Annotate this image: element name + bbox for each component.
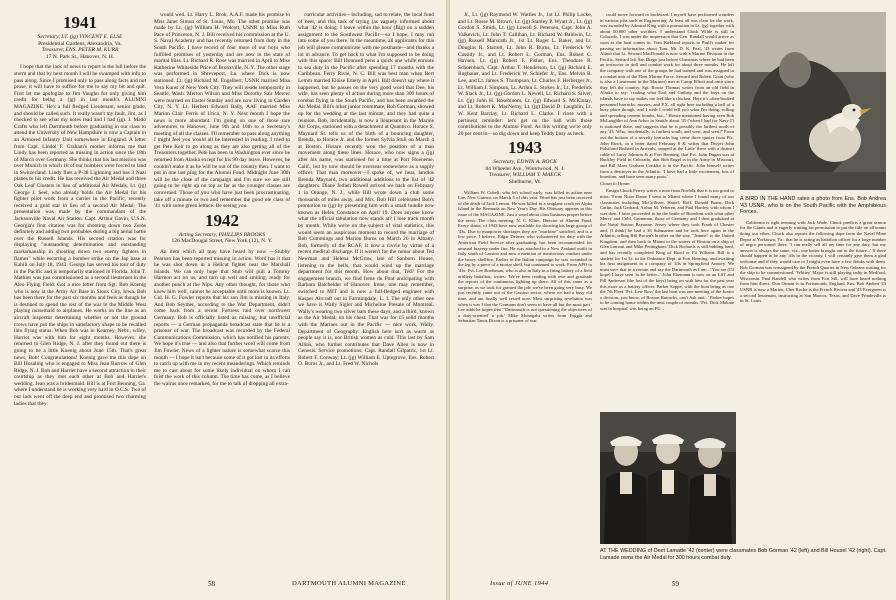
class-notes-1941: I hope that the lack of news to report is the lull before the storm and that by next month I will be swamped with info to pass along. Since I promised only to pass along facts and not prose, it will have to suffice for me to say my bit and quit. First let me apologize to Jim Vaughn for only giving him credit for being a (jg) in last month's ALUMNI MAGAZINE. He's a full fledged Lieutenant, senior grade, and should be called such. It really wasn't my fault, Jim, as I checked to see what my notes read and I had (jg). J. Mado Crafts who left Dartmouth before graduating in our class to attend the University of New Hampshire is now a Captain in an Armored Infantry Unit somewhere in England. A letter from Capt. Lindol F. Graham's mother informs me that Lindy has been reported as missing in action since the 18th of March over Germany. She thinks that his last mission was over Munich in which 18 of our bombers were forced to land in Switzerland. Lindy flies a P-38 Lightning and has 3 Nazi planes to his credit. He has received the Air Medal and three Oak Leaf Clusters in lieu of additional Air Medals. Lt. (jg) George J. Seel, who already holds the Air Medal for his fighter pilot work from a carrier in the Pacific, recently received a gold star in lieu of a second Air Medal. The presentation was made by the commandant of the Jacksonville Naval Air Station. Capt. Arthur Gavin, U.S.N. Georgia's first citation was for shooting down two Zeros definitely and adding two probables during a big aerial battle over the Russell Islands. His second citation was for displaying "outstanding determination and outstanding marksmanship in shooting down two enemy fighters in flames" while escorting a bomber strike on the Jap base at Kahili on July 18, 1943. George has served his tour of duty in the Pacific and is temporarily stationed in Florida. John T. Mathies was just commissioned as a second lieutenant in the Aleo Flying Field. Got a nice letter from Sgt. Bob Koenig who is now at the Army Air Base in Sioux City, Iowa. Bob has been there for the past six months and feels as though he is destined to spend the rest of the war in the Middle West playing nursemaid to airplanes. He works on the line as an aircraft inspector determining whether or not the ground crews have put the ships in satisfactory shape to be recalled into flying status. When Bob was in Kearney, Nebr., wifey, Harriet was with him for eight months. However, she returned to Glen Ridge, N. J. after they found out there is going to be a little Koenig about June 15th. That's great news, Bob! Congratulations! Koenig gave me this dope on Bill Hosaling who is engaged to Miss Jean Burrow of Glen Ridge, N. J. Bob and Harriet have a second attraction in their courtship as they met each other at Bob and Harriet's wedding. Jean was a bridesmaid. Bill is at Fort Benning, Ga. where I understand he is working very hard in O.C.S. Two of our lads went off the deep end and promised two charming ladies that they [14, 64, 146, 407]
class-treasurer-1943: Treasurer, WILLIAM T. MAECK [488, 172, 562, 179]
photo-wedding-image [600, 412, 736, 544]
photo-bird-in-hand [740, 12, 886, 190]
class-secretary: Secretary, LT. (jg) VINCENT E. ELSE [37, 34, 123, 40]
page-number-left: 58 [208, 580, 215, 588]
secretary-address-1943: 84 Wheeler Ave., Wrentwood, N. J. [485, 165, 565, 172]
class-secretary-1943: Secretary, EDWIN A. ROCK [493, 159, 557, 166]
column-1943-continued [600, 12, 734, 407]
year-heading-1942: 1942 [205, 210, 239, 230]
running-head-right: Issue of JUNE 1944 [490, 580, 549, 587]
treasurer-address: 17 N. Park St., Hanover, N. H. [45, 53, 115, 60]
column-1942-1943 [458, 12, 592, 572]
photo-bird-in-hand-image [740, 12, 886, 190]
treasurer-address-1943: Shelburne, Vt. [508, 179, 542, 186]
class-notes-1942-promotions: Jr., Lt. (jg) Raymond W. Wattles Jr., 1st Lt. Philip Locke, and Lt. Rosse M. Brown, Lt. (jg) Stanley P. Wyatt Jr., Lt. (jg) Gordon S. Smith, Lt. (jg) Lowell S. Petersen, Capt. John A. Valkevich, Lt. John T. Callihan, Lt. Richard W. Baldwin, Lt. (jg) Russell Marscath Jr., 1st Lt. Roger L. Baker, and Lt. Douglas R. Starrett, Lt. John R. Burns, Lt. Frederick W. Cassidy Jr., and Lt. Robert L. Gorman, Ens. Robert C. Havsen, Lt. (jg) Robert F. Fisher, Ens. Theodore R. Schoenbach, Capt. Arthur T. Henderson, Lt. (jg) Richard E. Rugbauer, and Lt. Frederick W. Schiefer Jr., Ens. Melvin R. Lee, and Lt. James S. Thompson, Lt. Charles F. Herberger Jr., Lt. William J. Simpson, Lt. Arthur L. Stokes Jr., Lt. Frederick W. Slack Jr., Lt. (jg) Gordon L. Newell, Lt. Richard S. Silver, Lt. (jg) John H. Rosebloom, Lt. (jg) Edward S. McKinlay, and Lt. Robert K. MacNerny, Lt. (jg) David D. Laughlin, Lt. W. Kent Barclay, Lt. Richard L. Clarke. I close with a pertinent reminder: let's get on the ball with those contributions to the Alumni Fund. As this writing we're only 20 per cent in—so dig down and keep Teddy busy as heck. [458, 12, 592, 137]
year-heading-1941: 1941 [63, 13, 97, 32]
running-head-left: DARTMOUTH ALUMNI MAGAZINE [292, 580, 406, 587]
page-number-right: 59 [672, 580, 679, 588]
photo-wedding [600, 412, 736, 544]
left-page [0, 0, 446, 600]
right-page [450, 0, 896, 600]
column-1942-continued [298, 12, 434, 572]
column-1941-1942 [154, 12, 290, 572]
class-notes-1943-right: California is right teeming with Jack Wade. Chuck predicts a great season for the Giants and is eagerly waiting for permission to put the title on all teams doing our vibes. Chuck also reports the following dope from the Naval Mine Depot at Yorktown, Va.: that he is acting as battalion officer for a large number of negro personnel there. 'I can really sell all my time for any duty, but my answer is always the same, viz., one better brought out in the future...' If there should happen to be any '43s in the vicinity, I will certainly give them a glad welcome and if they would care to I might even have a few drinks with them. Bob Gorman was reassigned by the French Quarter in New Orleans waiting for the ship to be commissioned. 'Whitey' Major is still playing radio in Medford, Wisconsin. Paul Randell who writes from Fort Sill, will have heard nothing from him direct. Don Orman is in Portsmouth, England, Ens. Bob Andrea '43 USNR is now a Marine, Chet Rocke is the French Riviera and '43 Evergreen is a second lieutenant, instructing at San Marcos, Texas, and Dave Prindeville is in St. Louis. [740, 219, 886, 304]
secretary-address: Presidential Gardens, Alexandria, Va. [38, 40, 122, 47]
class-notes-1943-continued: could move forward or backward. I myself have performed wonders in various jobs such as Engineering. At least all was clear for the work, was awarded by Admiral King with a promotion to Lt. (jg) together with about 50,000 other worthies. I understand Chick Wilde is still in Colorado. I was under the impression that Gen. Randall would arrive as soon as the boat comes in. Tom Kirkland reports to Prull's maker for passing on information about Tom. Mr. D. K. Peal, '43 writes from Altnor that Lt. Seward MacDonald is now with a Marine Division in the Pacific. Seward left San Diego just before Christmas where he had been an instructor in drill and combat work for about three months. He left the company with one of the groups he had trained and was assigned to a combat unit of the Fleet Marine Force. Seward and Robert Grant (who is also a Lieutenant in the Marines) met at Camp Elliott and once since they left the country. Sgt. Rowie Thomas writes from an old field in Alaska to say: 'reading what Ezal and Guthrip and the boys on the islands have to say makes me feel like a chicken. Here it's often-booked personnel barracks, movies, and P.X. all right here including a bell of a busy place though, and I wish I could tell you what I'm doing, rolling and spreading cement bombs, but...' Howie mentioned having seen Bob McLaughlin of Ann Arbor in Seattle about '45 ('when I had for Navy I') is stationed there, and suggests that he is possibly the farthest north of any '43. Who, incidentally, is furthest south, and west, and west?' From out the bottom of a novelty barracks bag come three quotes from Pfc. John Rinck, in a letter dated February 8 & writes that Dwyer John Pulsifond Bedsted in Arrivals, camped at the Little' there with a distinct cable of Larry Johnson & at Fort Benning, that Pvt. John Dugan was at Buckley Field in Colorado, that Bob Engel is in the Army in Missouri, and Bill Marx Graham Conklin is in the Pacific. John himself writes from a destroyer in the Atlantic: 'I have had a little excitement, lots of boredom, and have seen many ports.' [600, 12, 734, 180]
acting-secretary: Acting Secretary, PHILLIPS BROOKS [178, 231, 266, 238]
column-1941 [14, 12, 146, 572]
class-notes-1943: William W. Cubelt, who left school early, was killed in action near Lae, New Guinea, on March 5 of this year. Word has just been received of the death of Jack Lemon. He was killed in a seaplane crash on Alpha Island in the Bermuda on New Year's Day. His Obituary appears in this issue of the MAGAZINE. Just a word about class business proper before the news: The class meeting, N. C. Kline, Director of Alumni Fund, Every donor, of 1943 have now available for showing his large group of '43s. Due to manpower shortages they are "machine" satisfied, and is a low price, I believe. Edgar Deimer, who volunteered for duty with the American Field Service after graduating, has been recommended for unusual bravery under fire. He was attached to a New Zealand outfit in Italy south of Cassino and now a mention of meritorious conduct under the heavy shellfire. Earlier in the Italian campaign he was wounded in the leg by a piece of a mortar shell, but continued to work. From APO to '43s: Pvt. Lee Brodsman, who is also in Italy in a firing battery of a field artillery battalion, writes: 'We've been reading with awe and gratitude the reports of the continuous fighting up there. All of this came as a surprise, as we took for granted the job; we've been going very busy. We just recently came out of the Cassino sector, where we had a busy old time, and am finally well rested now. Most surprising revelation was when it was I that the Germans don't seem to have all but the most part.' Lee adds he hopes that '"Dartmouth is not questioning the objectives of a duty-oriented' a job.' Mike Monogahi writes from Foggia and Sebastian Tanos Dixon is a prisoner of war. [458, 189, 592, 324]
class-notes-1942: An item which all may have heard by now —Stubby Pearson has been reported missing in action. Word has it that he was shot down in a Hellcat fighter near the Marshall Islands. We can only hope that Stub will pull a Tommy Harmon act on us, and turn up well and smiling, ready for another punch at the Nips. Any other thought, for those who knew him well, cannot be acceptable until more is known. Lt. Col. H. G. Fowler reports that his son Jim is missing in Italy. And Bob Seymer, according to the War Department, didn't come back from a recent Fortress raid over northwest Germany. Bob is officially listed as missing, but unofficial reports — a German propaganda broadcast state that he is a prisoner of war. The broadcast was recorded by the Federal Communications Commission, which has notified his parents. We hope it's true — and also that further word will come from Jim Fowler. News of a lighter nature is somewhat scarce this month — I hope it isn't because some of it got lost in its efforts to catch up with me in my recent meanderings. Which reminds me to cast about for some likely individual on whom I can foist the work of this column. The time has come, as I believe the walrus once remarked, for me to talk of dropping all extra- [154, 249, 290, 387]
sub-heading-closer-to-home: Closer to Home: [600, 181, 631, 187]
column-1943-right [740, 196, 886, 566]
class-notes-1942-continued: curricular activities—including, sad to relate, the local fund of beer, and this task of trying (as vaguely informed about what '42 is doing. I leave within the hour (Big) on a sudden assignment to the Southwest Pacific—so I hope, I may run into some of you there. In the meantime, all applicants for this job will please communicate with me posthaste—and thanks a lot in advance. To get back to what I'm supposed to be doing with this space: Bill Hounsell pens a quick one while enroute to sea duty in the Pacific after spending 17 months with the Caribbean. Ferry Rivie, N. C. Bill was best man when Bert Lemm married Eloise Emery in April. Bill doesn't say where it happened, but he passes on the very good word that Dee, his wife, has seen plenty of action during more than 300 hours of combat flying in the South Pacific, and has been awarded the Air Medal. Bill's other junior roommate, Bob Gorman, showed up for the wedding at the last minute, and they had quite a reunion. Bob, incidentally, is now a lieutenant in the Marine Air Corps, stationed with a detachment at Quantico. Horace S. Maynard Sr. tells us of the birth of a bouncing daughter, Brenda, to Horace Jr. and the former Sylvia Stull on March 4 at Boston. Horace recently won the position of a man movement along these lines. Horace, who now signs a (jg) after his name, was stationed for a time at Port Hueneme, Calif., but by now should be overseas somewhere as a supply officer. That man moreover—I spoke of, we hear, landlos Brenda Maynard, two additional additions to the list of '42 daughters. Diane Jodieh Rowell arrived we back on February 1 in Orange, N. J., while Bill wrote down a club some thousands of miles away, and Mrs. Bob Hill celebrated Bob's promotion to (jg) by presenting him with a small bundle now known as Helen Constance on April 19. Does anyone know what the official tabulation now stands at? I lose track month by month. While we're on the subject of vital statistics, this would seem an auspicious moment to record the marriage of Bob Cummings and Marion Burns on March 26 in Albany. Bob, formerly of the RCAF, is now a civvie by virtue of a recent medical discharge. If it weren't for the rumor about Ted Newman and Helena McGraw, late of Sanborn House, listening to the bells, that would wind up the marriage department for this month. How about that, Ted? For the engagement branch, we find Irene du Pont anticipating with Barbara Balchelder of Hanover. Irene, one may remember, switched to MIT and is now a full-fledged engineer with Kasper Aircraft out in Farmingdale, L. I. The only other one we have is Wally Sigler and Micheline Presale of Montreal. Wally's wearing two silver bars these days, and a third, known as the Air Medal, on his chest. That was for 15 solid months with the Marines out in the Pacific — nice work, Wally. Department of Geography: English here isn't as warm as people say it is, nor British women as cold. This last by Sam Allins, who further contributes that Dave Allen is now in Genesis. Service promotions: Capt. Randall Gilpatric, 1st Lt. Robert F. Conway; Lt. (jg) William E. Uptegrove, Ens. Robert O. Burns Jr., and Lt. Fred W. Nichols [298, 12, 434, 368]
class-notes-1943-closer-to-home: Ensign Chuck Ferrey writes a note from Norfolk that it is too good to miss: 'From Notre Dame I went to Miami where I found many of our classmates including McCollister, Hartel, Hoff, Donald Barns, Dick Carlin, Jack Gerhard, Arthur M. Yeheren, and Paul Hartley, with whom I was then. I later proceeded to be the battle of Boredom with what other Mercy and Cold, Grumman, those of Germany and I then graduated at the Naval Station Bayonne, Jersey where they took Frank of Chester and, (I think) he had a 36 Submarine and he took here again in the Atlantic; telling Bill Brown's brother on the way, "Jeanne" to the United Kingdom, and then back to Miami to the waters of Boston on a ship of Glen Lamont and Mike Pettingham.' Dick Richards is still bidding hard, and has recently completed King of Hood or Fit Wiltzon. Bill is a student for 1st Lt. in the Ordnance Dept. at Fort Benning, and awaiting his first assignment in a company of '43s in Springfield Armory. We must save that in a certain and say the Dartmouth as I am...' You are (I'll hope) I have seen 'to be better...' John Elizmann is now on an LST and Pill Anderson (the last of the boys) being on with him for the past year this more as a battery officer, Parker Soppe, with the boat being as one the 7th Fleet. 'Pvt. Lew Ross' the last boat was one meeting of the Junior a division, you know, of Boston Barracks, can't Ask and...' Parker hopes to be coming home within the next couple of months. 'Pvt. Dick Malone was in hospital' was being an FU... [600, 188, 734, 311]
acting-secretary-address: 126 MacDougal Street, New York (12), N. Y. [171, 238, 273, 245]
class-notes-1941-continued: would wed. Lt. Harry L. Broh, A.A.F. made his promise to Miss Janet Simon of St. Louis, Mo. The other promise was made by Lt. (jg) William H. Wolcott, USNR to Miss Ruth Pace of Princeton, N. J. Bill received his commission at the U. S. Naval Academy and has recently returned from duty in the South Pacific. I have record of four more of our boys who fulfilled promises of yesterday and are now in the state of marital bliss. Lt. Richard R. Rose was married in April to Miss Katherine Whiteside Price of Bronxville, N. Y. The other stage was performed in Shreveport, La. where Dick is now stationed. Lt. (jg) Richard M. Engelbert, USNR married Miss Vera Kunst of New York City. They will reside temporarily in Seattle, Wash. Merton Wilson and Miss Dorothy Sair Mercer were married on Easter Sunday and are now living in Garden City, N. Y. Lt. Herbert Edward Bally, AAF married Miss Marion Clair Ferris of Utica, N. Y. Next month I hope the news is more abundant. I'm going on one of those rare adventures to Hanover, June 9th and 10th to a Secretary's meeting of all the classes. I'll remember to pass along anything I might feel you would all be interested in reading. I tried to get Pete Keir to go along as they are also getting all of the Treasurers together. Pete has been in Washington ever since he returned from Alaska except for his 90 day leave. However, he couldn't make it as he will be out of the country then. I want to put in one last plug for the Alumni Fund. Midnight June 30th will be the close of the campaign and I'm sure we are still going to be right up on top as far as the younger classes are concerned. Those of you who have just been procrastinating, take off a minute or two and remember the good ole class of '41 with some green lettuce. Be seeing you. [154, 12, 290, 210]
class-treasurer: Treasurer, ENS. PETER M. KURR [41, 47, 119, 54]
photo-caption-wedding: AT THE WEDDING of Deet Lamade '42 (center) were classmates Bob Gorman '42 (left) and Bill Housel '42 (right). Capt. Lamade owns the Air Medal for 300 hours combat duty. [600, 548, 887, 561]
photo-caption-bird: A BIRD IN THE HAND rates a photo from Ens. Bob Andrea '43 USNR, who is on the South Pacific with the Amphibious Forces. [740, 196, 886, 216]
year-heading-1943: 1943 [508, 138, 542, 158]
